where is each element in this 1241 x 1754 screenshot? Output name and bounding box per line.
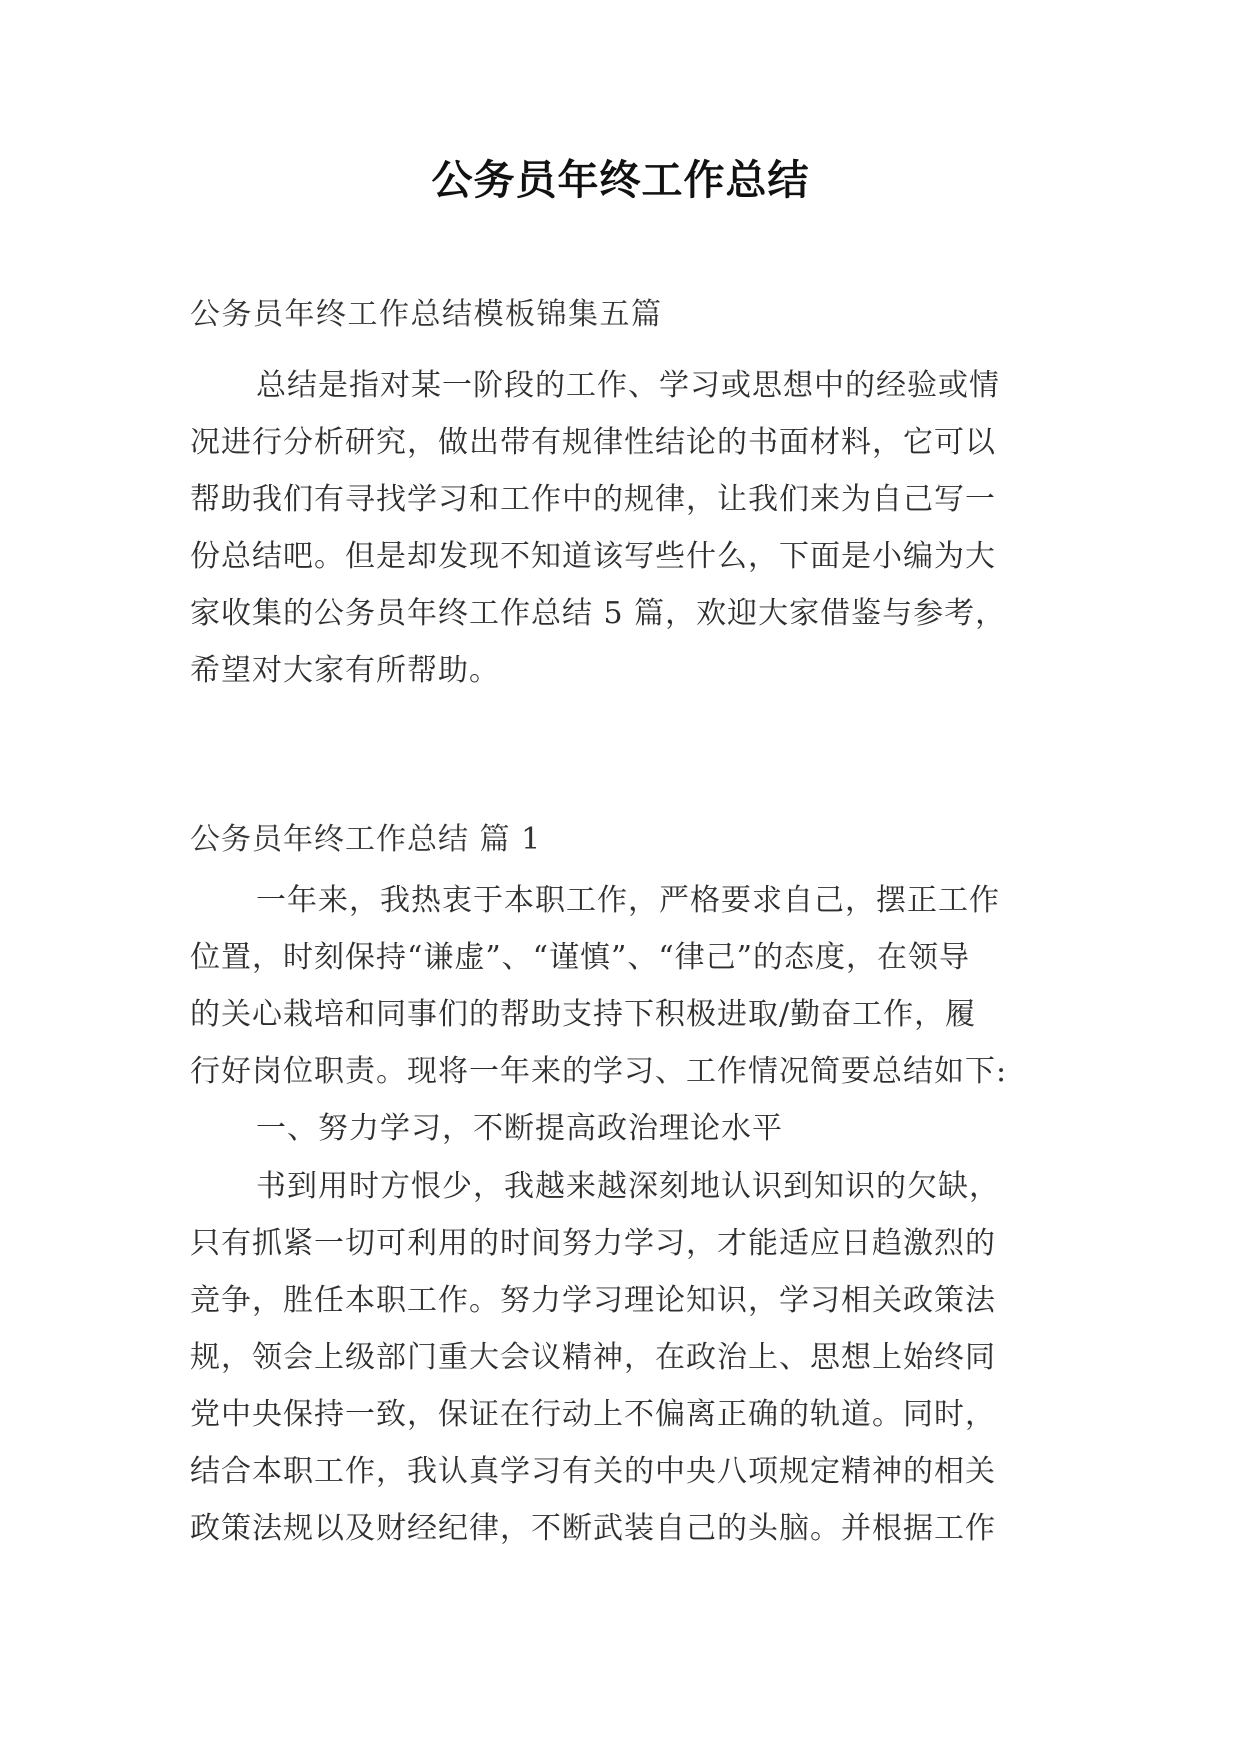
intro-line: 份总结吧。但是却发现不知道该写些什么，下面是小编为大 (190, 539, 996, 574)
intro-line: 况进行分析研究，做出带有规律性结论的书面材料，它可以 (190, 425, 996, 460)
paragraph-line: 规，领会上级部门重大会议精神，在政治上、思想上始终同 (190, 1340, 996, 1375)
intro-line: 希望对大家有所帮助。 (190, 653, 500, 688)
intro-line: 帮助我们有寻找学习和工作中的规律，让我们来为自己写一 (190, 482, 996, 517)
intro-paragraph (190, 357, 1060, 699)
paragraph-line: 结合本职工作，我认真学习有关的中央八项规定精神的相关 (190, 1454, 996, 1489)
paragraph-line: 只有抓紧一切可利用的时间努力学习，才能适应日趋激烈的 (190, 1226, 996, 1261)
document-title: 公务员年终工作总结 (431, 156, 810, 204)
paragraph-line: 书到用时方恨少，我越来越深刻地认识到知识的欠缺， (256, 1169, 1000, 1204)
paragraph-line: 的关心栽培和同事们的帮助支持下积极进取/勤奋工作，履 (190, 997, 977, 1032)
paragraph-line: 竞争，胜任本职工作。努力学习理论知识，学习相关政策法 (190, 1283, 996, 1318)
paragraph-line: 行好岗位职责。现将一年来的学习、工作情况简要总结如下: (190, 1054, 1008, 1089)
paragraph-two (190, 1158, 1060, 1557)
paragraph-one (190, 872, 1060, 1157)
subheading-one: 一、努力学习，不断提高政治理论水平 (256, 1111, 783, 1146)
paragraph-line: 一年来，我热衷于本职工作，严格要求自己，摆正工作 (256, 883, 1000, 918)
intro-line: 总结是指对某一阶段的工作、学习或思想中的经验或情 (256, 368, 1000, 403)
paragraph-line: 政策法规以及财经纪律，不断武装自己的头脑。并根据工作 (190, 1511, 996, 1546)
section-heading: 公务员年终工作总结 篇 1 (190, 822, 542, 857)
paragraph-line: 党中央保持一致，保证在行动上不偏离正确的轨道。同时， (190, 1397, 996, 1432)
paragraph-line: 位置，时刻保持“谦虚”、“谨慎”、“律己”的态度，在领导 (190, 940, 971, 975)
document-subtitle: 公务员年终工作总结模板锦集五篇 (190, 297, 663, 332)
intro-line: 家收集的公务员年终工作总结 5 篇，欢迎大家借鉴与参考， (190, 596, 1007, 631)
